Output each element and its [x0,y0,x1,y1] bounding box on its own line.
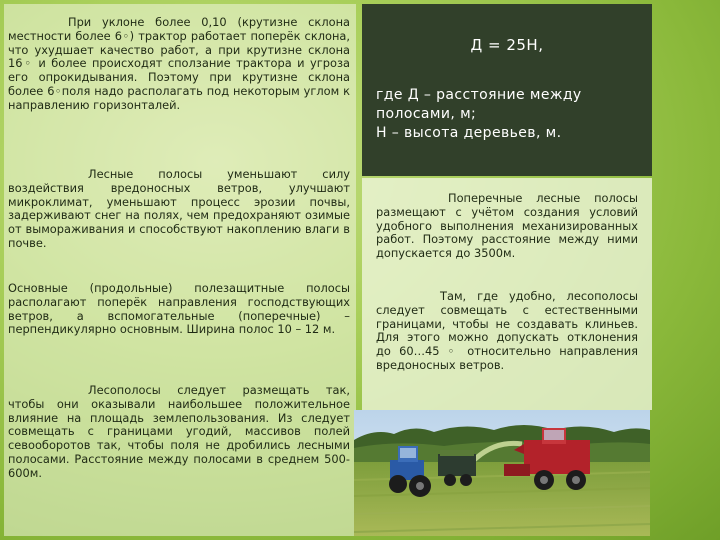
definition-line: где Д – расстояние между [376,87,582,103]
paragraph-natural-borders: Там, где удобно, лесополосы следует совмещать с естественными границами, чтобы не создавать клиньев. Для этого можно допускать отклонения до 60…45 ◦ относительно направления вредоносных ветров. [376,289,638,372]
definition-line: Н – высота деревьев, м. [376,125,562,141]
formula-definition [376,86,646,143]
definition-line: полосами, м; [376,106,477,122]
paragraph-transverse-belts: Поперечные лесные полосы размещают с учётом создания условий удобного выполнения механизированных работ. Поэтому расстояние между ними допускается до 3500м. [376,191,638,261]
paragraph-main-belts: Основные (продольные) полезащитные полосы располагают поперёк направления господствующих ветров, а вспомогательные (поперечные) – перпендикулярно основным. Ширина полос 10 – 12 м. [8,281,350,337]
paragraph-forest-belts: Лесные полосы уменьшают силу воздействия вредоносных ветров, улучшают микроклимат, уменьшают процесс эрозии почвы, задерживают снег на полях, чем предохраняют озимые от вымораживания и способствуют накоплению влаги в почве. [8,167,350,250]
paragraph-slope: При уклоне более 0,10 (крутизне склона местности более 6◦) трактор работает поперёк склона, что ухудшает качество работ, а при крутизне склона 16◦ и более происходят сползание трактора и угроза его опрокидывания. Поэтому при крутизне склона более 6◦поля надо располагать под некоторым углом к направлению горизонталей. [8,15,350,112]
formula: Д = 25Н, [470,36,544,54]
harvester-tractor-photo [354,410,650,536]
paragraph-placement: Лесополосы следует размещать так, чтобы они оказывали наибольшее положительное влияние на площадь землепользования. Из следует совмещать с границами угодий, массивов полей севооборотов так, чтобы поля не дробились лесными полосами. Расстояние между полосами в среднем 500-600м. [8,383,350,480]
